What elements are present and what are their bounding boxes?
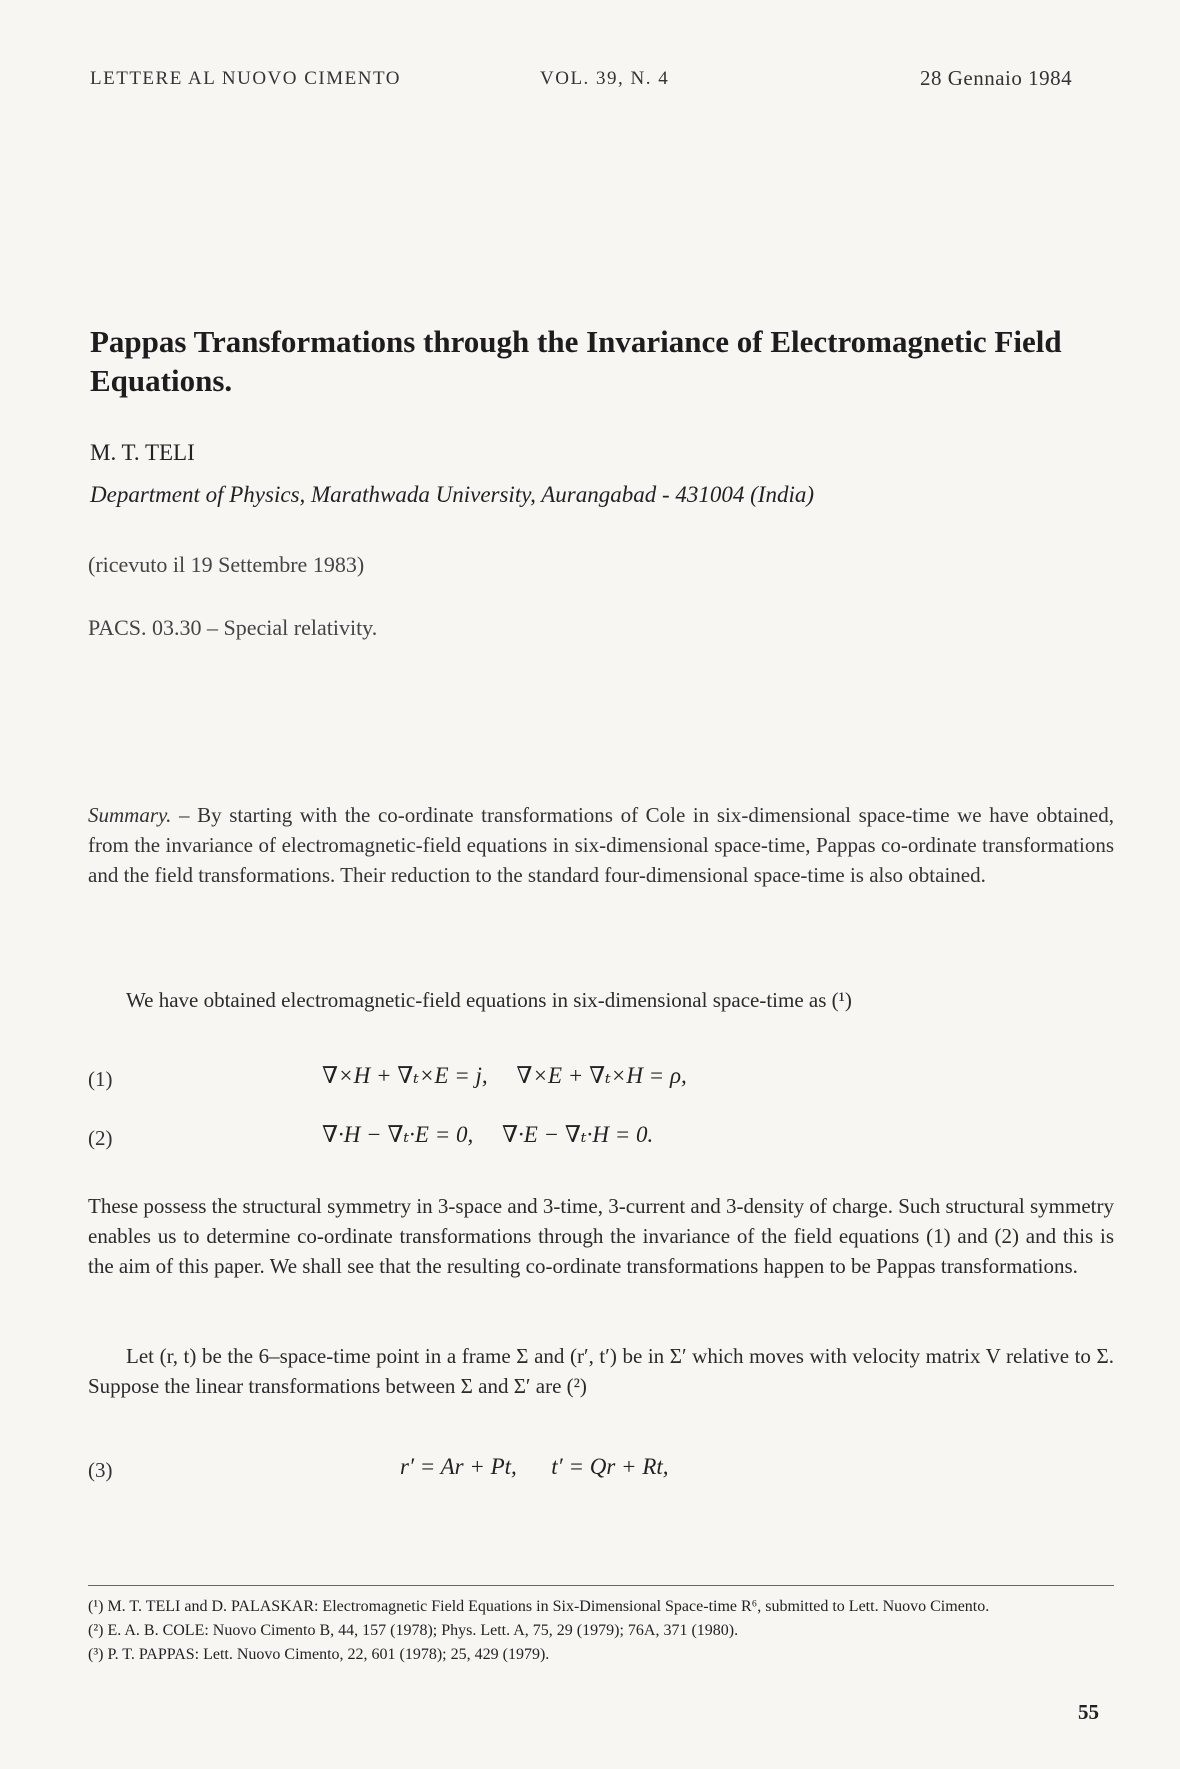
volume-number: VOL. 39, N. 4 — [540, 68, 670, 89]
footnote-2: (²) E. A. B. COLE: Nuovo Cimento B, 44, 157 (1978); Phys. Lett. A, 75, 29 (1979); 76A, 371 (1980). — [88, 1622, 739, 1639]
equation-1-number: (1) — [88, 1067, 113, 1091]
page-number: 55 — [1078, 1700, 1099, 1724]
equation-1: ∇×H + ∇ₜ×E = j, ∇×E + ∇ₜ×H = ρ, — [322, 1063, 687, 1088]
footnote-rule — [88, 1585, 1114, 1586]
journal-name: LETTERE AL NUOVO CIMENTO — [90, 68, 401, 89]
author-affiliation: Department of Physics, Marathwada University, Aurangabad - 431004 (India) — [90, 482, 815, 507]
article-title: Pappas Transformations through the Invariance of Electromagnetic Field Equations. — [90, 324, 1062, 398]
body-paragraph-2: Let (r, t) be the 6–space-time point in a frame Σ and (r′, t′) be in Σ′ which moves with velocity matrix V relative to Σ. Suppose the linear transformations between Σ and Σ′ are (²) — [88, 1344, 1114, 1398]
equation-2: ∇·H − ∇ₜ·E = 0, ∇·E − ∇ₜ·H = 0. — [322, 1122, 654, 1147]
equation-3-number: (3) — [88, 1458, 113, 1482]
abstract-label: Summary. — [88, 803, 172, 827]
equation-2-number: (2) — [88, 1126, 113, 1150]
author-name: M. T. TELI — [90, 440, 195, 465]
intro-paragraph: We have obtained electromagnetic-field equations in six-dimensional space-time as (¹) — [126, 988, 852, 1012]
footnote-1: (¹) M. T. TELI and D. PALASKAR: Electromagnetic Field Equations in Six-Dimensional Space-time R⁶, submitted to Lett. Nuovo Cimento. — [88, 1598, 990, 1615]
abstract-text: – By starting with the co-ordinate transformations of Cole in six-dimensional space-time we have obtained, from the invariance of electromagnetic-field equations in six-dimensional space-time, Pappas co-ordinate transformations and the field transformations. Their reduction to the standard four-dimensional space-time is also obtained. — [88, 803, 1114, 887]
issue-date: 28 Gennaio 1984 — [920, 66, 1073, 90]
footnote-3: (³) P. T. PAPPAS: Lett. Nuovo Cimento, 22, 601 (1978); 25, 429 (1979). — [88, 1646, 550, 1663]
body-paragraph-1: These possess the structural symmetry in 3-space and 3-time, 3-current and 3-density of charge. Such structural symmetry enables us to determine co-ordinate transformations through the invariance of the field equations (1) and (2) and this is the aim of this paper. We shall see that the resulting co-ordinate transformations happen to be Pappas transformations. — [88, 1194, 1114, 1278]
received-date: (ricevuto il 19 Settembre 1983) — [88, 552, 365, 577]
equation-3: r′ = Ar + Pt, t′ = Qr + Rt, — [400, 1454, 669, 1479]
pacs-classification: PACS. 03.30 – Special relativity. — [88, 615, 378, 640]
abstract — [88, 800, 1114, 890]
footnotes — [88, 1596, 1114, 1666]
